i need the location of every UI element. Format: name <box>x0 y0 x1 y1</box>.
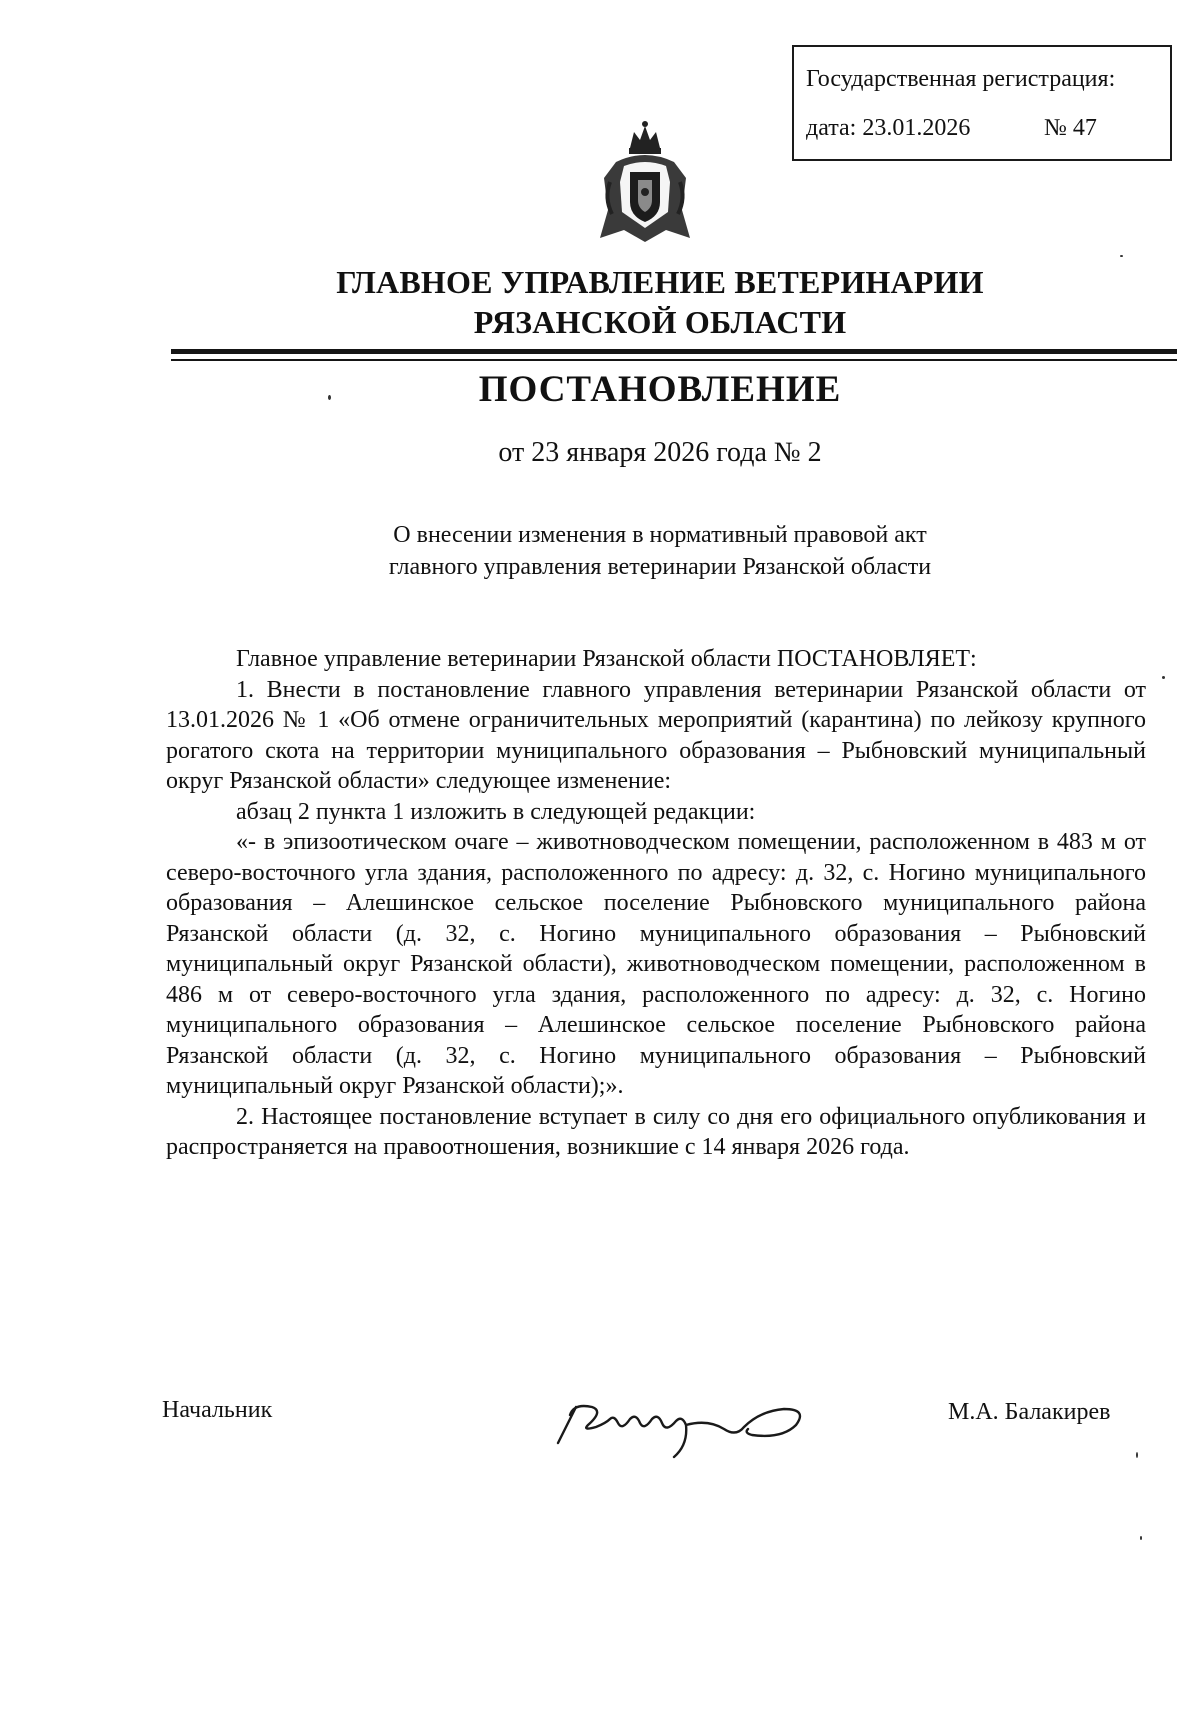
scan-speck <box>1136 1452 1138 1458</box>
handwritten-signature-icon <box>548 1385 828 1475</box>
signature-block <box>0 1385 1200 1475</box>
body-intro: Главное управление ветеринарии Рязанской области ПОСТАНОВЛЯЕТ: <box>236 646 977 672</box>
document-date-number: от 23 января 2026 года № 2 <box>498 437 822 468</box>
registration-date: дата: 23.01.2026 <box>806 115 971 141</box>
organization-title <box>300 262 1020 342</box>
organization-title-line2: РЯЗАНСКОЙ ОБЛАСТИ <box>473 304 847 340</box>
body-item-1: 1. Внести в постановление главного управления ветеринарии Рязанской области от 13.01.2026 № 1 «Об отмене ограничительных мероприятий (карантина) по лейкозу крупного рогатого скота на территории муниципального образования – Рыбновский муниципальный округ Рязанской области» следующее изменение: <box>166 676 1146 794</box>
scan-speck <box>1140 1536 1142 1540</box>
body-item-2: 2. Настоящее постановление вступает в силу со дня его официального опубликования и распространяется на правоотношения, возникшие с 14 января 2026 года. <box>166 1103 1146 1160</box>
header-divider-thin <box>171 359 1177 361</box>
scan-speck <box>1162 676 1165 679</box>
subject-line1: О внесении изменения в нормативный правовой акт <box>393 522 927 548</box>
registration-title: Государственная регистрация: <box>806 66 1116 92</box>
organization-title-line1: ГЛАВНОЕ УПРАВЛЕНИЕ ВЕТЕРИНАРИИ <box>336 264 984 300</box>
registration-stamp <box>792 45 1172 161</box>
scan-speck <box>328 395 331 400</box>
document-body <box>166 644 1146 1163</box>
scan-speck <box>1120 255 1123 257</box>
document-type: ПОСТАНОВЛЕНИЕ <box>478 369 842 410</box>
signer-position: Начальник <box>162 1397 273 1423</box>
coat-of-arms-icon <box>596 118 694 250</box>
body-item-1-sub: абзац 2 пункта 1 изложить в следующей редакции: <box>236 798 756 825</box>
subject-line2: главного управления ветеринарии Рязанской области <box>388 554 932 580</box>
header-divider-thick <box>171 349 1177 354</box>
signer-name: М.А. Балакирев <box>948 1399 1111 1425</box>
body-item-1-quote: «- в эпизоотическом очаге – животноводческом помещении, расположенном в 483 м от северо-восточного угла здания, расположенного по адресу: д. 32, с. Ногино муниципального образования – Алешинское сельское поселение Рыбновского муниципального района Рязанской области (д. 32, с. Ногино муниципального образования – Рыбновский муниципальный округ Рязанской области), животноводческом помещении, расположенном в 486 м от северо-восточного угла здания, расположенного по адресу: д. 32, с. Ногино муниципального образования – Алешинское сельское поселение Рыбновского района Рязанской области (д. 32, с. Ногино муниципального образования – Рыбновский муниципальный округ Рязанской области);». <box>166 829 1146 1099</box>
document-subject <box>250 519 1070 583</box>
registration-number: № 47 <box>1044 115 1097 141</box>
